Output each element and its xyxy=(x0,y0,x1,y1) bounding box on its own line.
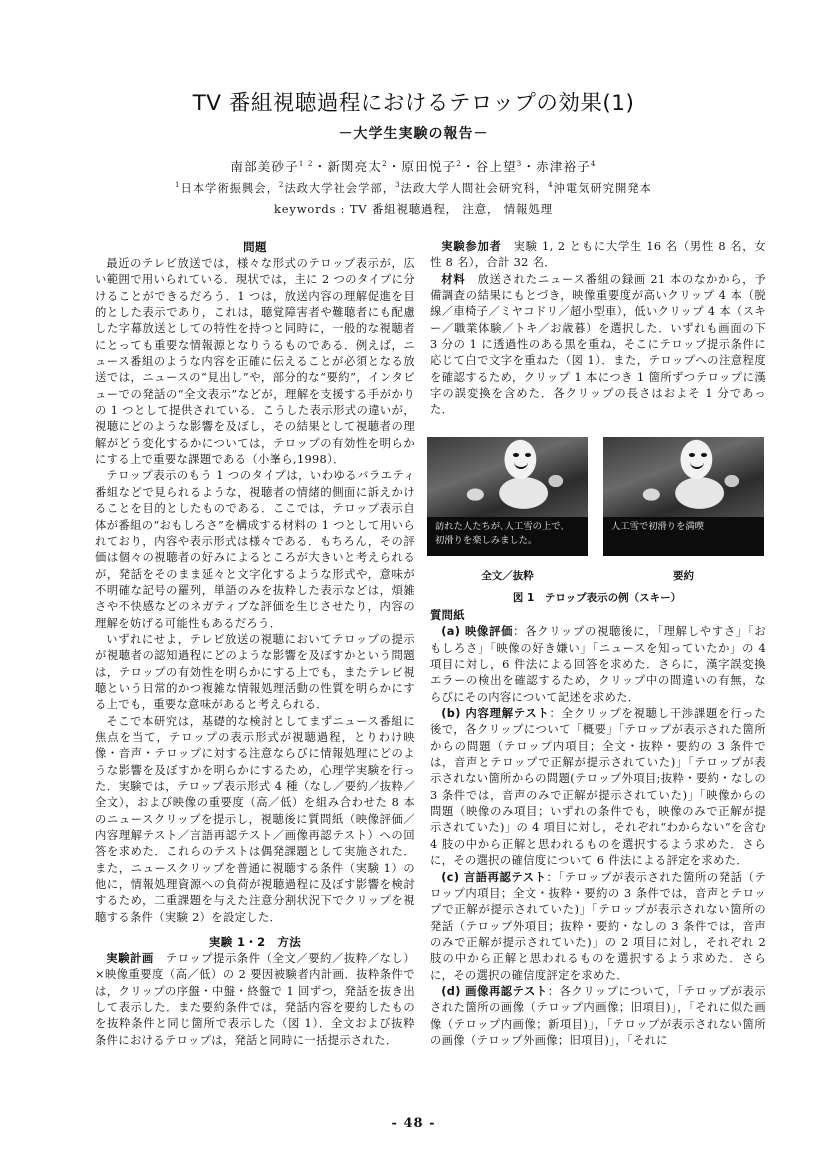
paragraph-lead: 実験計画 xyxy=(106,952,154,966)
body-paragraph: そこで本研究は，基礎的な検討としてまずニュース番組に焦点を当て，テロップの表示形式が視聴過程，とりわけ映像・音声・テロップに対する注意ならびに情報処理にどのような影響を及ぼすかを明らかにするため，心理学実験を行った．実験では，テロップ表示形式 4 種（なし／要約／抜粋／全文），および映像の重要度（高／低）を組み合わせた 8 本のニュースクリップを提示し，視聴後に質問紙（映像評価／内容理解テスト／言語再認テスト／画像再認テスト）への回答を求めた．これらのテストは偶発課題として実施された．また，ニュースクリップを普通に視聴する条件（実験 1）の他に，情報処理資源への負荷が視聴過程に及ぼす影響を検討するため，二重課題を与えた注意分割状況下でクリップを視聴する条件（実験 2）を設定した． xyxy=(95,714,415,924)
snowman-eye xyxy=(525,453,531,457)
author: 原田悦子$^2$ xyxy=(401,159,462,174)
right-column-top xyxy=(430,239,766,419)
figure-image-summary xyxy=(603,437,764,556)
body-paragraph: 最近のテレビ放送では，様々な形式のテロップ表示が，広い範囲で用いられている．現状では，主に 2 つのタイプに分けることができるだろう．1 つは，放送内容の理解促進を目的とした表示であり，これは，聴覚障害者や難聴者にも配慮した字幕放送としての特性を持つと同時に，一般的な視聴者にとっても重要な情報源となりうるものである．例えば，ニュース番組のような内容を正確に伝えることが必須となる放送では，ニュースの“見出し”や，部分的な“要約”，インタビューでの発話の“全文表示”などが，理解を支援する手がかりの 1 つとして提供されている．こうした表示形式の違いが，視聴にどのような影響を及ぼし，その結果として視聴者の理解がどう変化するかについては，テロップの有効性を明らかにする上で重要な課題である（小峯ら,1998）． xyxy=(95,257,415,467)
figure-1 xyxy=(427,437,767,612)
snowman-eye xyxy=(689,453,695,457)
snowman-eye xyxy=(513,453,519,457)
ski-scene-photo xyxy=(603,437,764,517)
body-paragraph: いずれにせよ，テレビ放送の視聴においてテロップの提示が視聴者の認知過程にどのような影響を及ぼすかという問題は，テロップの有効性を明らかにする上でも，またテレビ視聴という日常的かつ複雑な情報処理活動の性質を明らかにする上でも，重要な意味があると考えられる． xyxy=(95,632,415,712)
snowman-mouth xyxy=(690,461,704,469)
paper-subtitle: －大学生実験の報告－ xyxy=(338,126,489,142)
paper-title: TV 番組視聴過程におけるテロップの効果(1) xyxy=(192,91,635,116)
affiliation-list: $^1$日本学術振興会，$^2$法政大学社会学部，$^3$法政大学人間社会研究科，$^4$沖電気研究開発本 xyxy=(175,181,652,195)
telop-line: 人工雪で初滑りを満喫 xyxy=(611,521,704,532)
snowman-mouth xyxy=(514,461,528,469)
section-heading-method: 実験 1・2 方法 xyxy=(208,935,302,950)
questionnaire-item: (a) 映像評価：各クリップの視聴後に，「理解しやすさ」「おもしろさ」「映像の好き嫌い」「ニュースを知っていたか」の 4 項目に対し，6 件法による回答を求めた．さらに，漢字誤変換エラーの検出を確認するため，クリップ中の間違いの有無，ならびにその内容について記述を求めた． xyxy=(430,625,766,704)
right-column-bottom xyxy=(430,608,766,1049)
author: 谷上望$^3$ xyxy=(475,159,523,174)
affiliation: $^4$沖電気研究開発本 xyxy=(548,181,652,195)
affiliation: $^1$日本学術振興会 xyxy=(175,181,267,195)
item-lead: (b) 内容理解テスト xyxy=(441,707,550,721)
section-heading-problem: 問題 xyxy=(243,240,267,254)
design-paragraph: 実験計画 テロップ提示条件（全文／要約／抜粋／なし）×映像重要度（高／低）の 2 要因被験者内計画．抜粋条件では，クリップの序盤・中盤・終盤で 1 回ずつ，発話を抜き出して表示した．また要約条件では，発話内容を要約したものを抜粋条件と同じ箇所で表示した（図 1）．全文および抜粋条件におけるテロップは，発話と同時に一括提示された． xyxy=(95,952,416,1047)
affiliation: $^3$法政大学人間社会研究科 xyxy=(395,181,536,195)
author: 赤津裕子$^4$ xyxy=(536,159,597,174)
participants-paragraph: 実験参加者 実験 1, 2 ともに大学生 16 名（男性 8 名，女性 8 名），合計 32 名． xyxy=(430,240,766,270)
questionnaire-item: (c) 言語再認テスト：「テロップが表示された箇所の発話（テロップ内項目；全文・抜粋・要約の 3 条件では，音声とテロップで正解が提示されていた)」「テロップが表示されない箇所の発話（テロップ外項目；抜粋・要約・なしの 3 条件では，音声のみで正解が提示されていた)」の 2 項目に対し，それぞれ 2 肢の中から正解と思われるものを選択するよう求めた．さらに，その選択の確信度評定を求めた． xyxy=(430,870,766,982)
snowman-eye xyxy=(701,453,707,457)
body-paragraph: テロップ表示のもう 1 つのタイプは，いわゆるバラエティ番組などで見られるような，視聴者の情緒的側面に訴えかけることを目的としたものである．ここでは，テロップ表示自体が番組の“おもしろさ”を構成する材料の 1 つとして用いられており，内容や表示形式は様々である．もちろん，その評価は個々の視聴者の好みによるところが大きいと考えられるが，発話をそのまま延々と文字化するような形式や，意味が不明確な記号の羅列，単語のみを抜粋した表示などは，煩雑さや不快感などのネガティブな評価を生じさせたり，内容の理解を妨げる可能性もあるだろう． xyxy=(95,469,415,630)
figure-label-summary: 要約 xyxy=(673,570,694,582)
figure-image-full-text xyxy=(427,437,588,556)
affiliation: $^2$法政大学社会学部 xyxy=(278,181,383,195)
page-number: - 48 - xyxy=(391,1116,436,1131)
questionnaire-item: (d) 画像再認テスト：各クリップについて，「テロップが表示された箇所の画像（テロップ内画像；旧項目)」，「それに似た画像（テロップ内画像；新項目)」，「テロップが表示されない箇所の画像（テロップ外画像；旧項目)」，「それに xyxy=(430,984,767,1047)
paragraph-lead: 材料 xyxy=(441,272,466,286)
materials-paragraph: 材料 放送されたニュース番組の録画 21 本のなかから，予備調査の結果にもとづき，映像重要度が高いクリップ 4 本（脱線／車椅子／ミヤコドリ／超小型車），低いクリップ 4 本（スキー／職業体験／トキ／お歳暮）を選択した．いずれも画面の下 3 分の 1 に透過性のある黒を重ね，そこにテロップ提示条件に応じて白で文字を重ねた（図 1）．また，テロップへの注意程度を確認するため，クリップ 1 本につき 1 箇所ずつテロップに漢字の誤変換を含めた．各クリップの長さはおよそ 1 分であった． xyxy=(430,272,766,417)
author-list: 南部美砂子$^{1 2}$・新関亮太$^2$・原田悦子$^2$・谷上望$^3$・赤津裕子$^4$ xyxy=(230,159,597,174)
questionnaire-item: (b) 内容理解テスト：全クリップを視聴し干渉課題を行った後で，各クリップについて「概要」「テロップが表示された箇所からの問題（テロップ内項目；全文・抜粋・要約の 3 条件では，音声とテロップで正解が提示されていた)」「テロップが表示されない箇所からの問題(テロップ外項目;抜粋・要約・なしの 3 条件では，音声のみで正解が提示されていた)」「映像からの問題（映像のみ項目；いずれの条件でも，映像のみで正解が提示されていた)」の 4 項目に対し，それぞれ“わからない”を含む 4 肢の中から正解と思われるものを選択するよう求めた．さらに，その選択の確信度について 6 件法による評定を求めた． xyxy=(430,707,766,868)
item-lead: (d) 画像再認テスト xyxy=(441,984,548,998)
paragraph-lead: 実験参加者 xyxy=(441,240,502,253)
figure-caption: 図 1 テロップ表示の例（スキー） xyxy=(512,592,682,604)
keywords: keywords : TV 番組視聴過程， 注意， 情報処理 xyxy=(274,202,553,216)
ski-scene-photo xyxy=(427,437,588,517)
telop-line: 訪れた人たちが､人工雪の上で､ xyxy=(435,521,566,532)
telop-line: 初滑りを楽しみました｡ xyxy=(435,535,533,546)
questionnaire-heading: 質問紙 xyxy=(430,609,465,622)
telop-band xyxy=(603,517,764,556)
author: 新関亮太$^2$ xyxy=(327,159,388,174)
telop-band xyxy=(427,517,588,556)
item-lead: (a) 映像評価 xyxy=(441,625,514,639)
item-lead: (c) 言語再認テスト xyxy=(441,870,547,884)
left-column xyxy=(95,239,415,1049)
author: 南部美砂子$^{1 2}$ xyxy=(230,159,314,174)
figure-label-full-text: 全文／抜粋 xyxy=(481,570,534,582)
